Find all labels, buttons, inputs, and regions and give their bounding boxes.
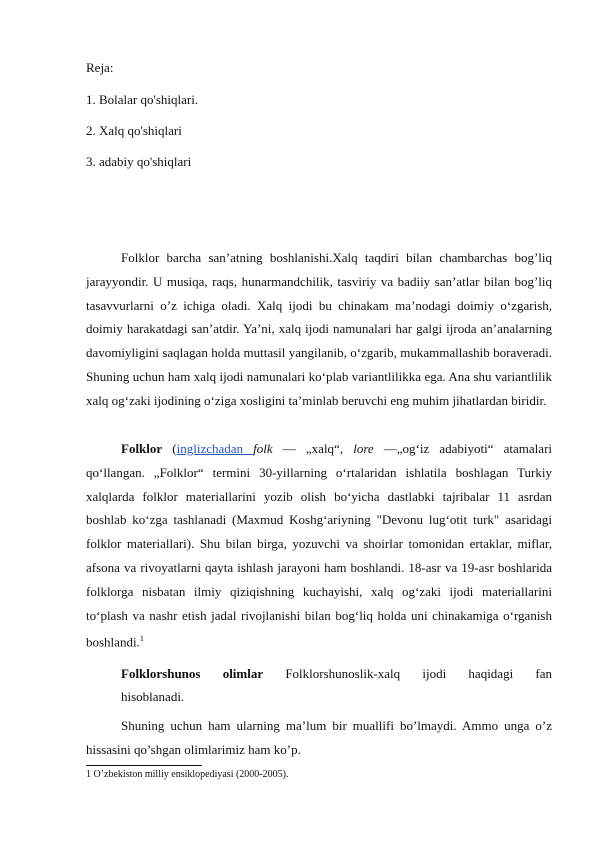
footnote-divider: [86, 765, 202, 766]
footnote-ref[interactable]: 1: [139, 634, 144, 644]
plan-heading: Reja:: [86, 60, 114, 75]
term-folklor: Folklor: [121, 441, 163, 456]
link-inglizchadan[interactable]: inglizchadan: [176, 441, 254, 456]
open-paren: (: [162, 441, 177, 456]
folklorshunos-line: [121, 666, 552, 682]
word-lore: lore: [353, 441, 374, 456]
plan-item-3: 3. adabiy qo'shiqlari: [86, 154, 192, 169]
word-folk: folk: [253, 441, 273, 456]
plan-item-1: 1. Bolalar qo'shiqlari.: [86, 92, 199, 107]
word-4: fan: [535, 666, 552, 681]
plan-item-2: 2. Xalq qo'shiqlari: [86, 123, 182, 138]
text-xalq: — „xalq“,: [272, 441, 354, 456]
word-3: haqidagi: [468, 666, 514, 681]
paragraph-folklor-definition: [86, 437, 552, 655]
word-1: Folklorshunoslik-xalq: [285, 666, 401, 681]
paragraph-folklor-intro: Folklor barcha san’atning boshlanishi.Xalq taqdiri bilan chambarchas bog’liq jarayyondir. U musiqa, raqs, hunarmandchilik, tasviriy va badiiy san’atlar bilan bog’liq tasavvurlarni o’z ichiga oladi. Xalq ijodi bu chinakam ma’nodagi doimiy o‘zgarish, doimiy harakatdagi san’atdir. Ya’ni, xalq ijodi namunalari har galgi ijroda an’analarning davomiyligini saqlagan holda muttasil yangilanib, o‘zgarib, mukammallashib boraveradi. Shuning uchun ham xalq ijodi namunalari ko‘plab variantlilikka ega. Ana shu variantlilik xalq og‘zaki ijodining o‘ziga xosligini ta’minlab beruvchi eng muhim jihatlardan biridir.: [86, 250, 552, 408]
footnote-text: 1 O’zbekiston milliy ensiklopediyasi (2000-2005).: [86, 769, 289, 780]
paragraph-authors: Shuning uchun ham ularning ma’lum bir muallifi bo’lmaydi. Ammo unga o’z hissasini qo’shgan olimlarimiz ham ko’p.: [86, 718, 552, 757]
term-folklorshunos: Folklorshunos: [121, 666, 201, 681]
folklorshunos-line-2: hisoblanadi.: [121, 689, 185, 704]
word-2: ijodi: [422, 666, 447, 681]
definition-body: —„og‘iz adabiyoti“ atamalari qo‘llangan. „Folklor“ termini 30-yillarning o‘rtalaridan ishlatila boshlagan Turkiy xalqlarda folklor materiallarini yozib olish bo‘yicha dastlabki tajribalar 11 asrdan boshlab ko‘zga tashlanadi (Maxmud Koshg‘ariyning "Devonu lug‘otit turk" asaridagi folklor materiallari). Shu bilan birga, yozuvchi va shoirlar tomonidan ertaklar, miflar, afsona va rivoyatlarni qayta ishlash jarayoni ham boshlandi. 18-asr va 19-asr boshlarida folklorga nisbatan ilmiy qiziqishning kuchayishi, xalq og‘zaki ijodi materiallarini to‘plash va nashr etish jadal rivojlanishi bilan bog‘liq holda uni chinakamiga o‘rganish boshlandi.: [86, 441, 553, 650]
term-olimlar: olimlar: [222, 666, 264, 681]
